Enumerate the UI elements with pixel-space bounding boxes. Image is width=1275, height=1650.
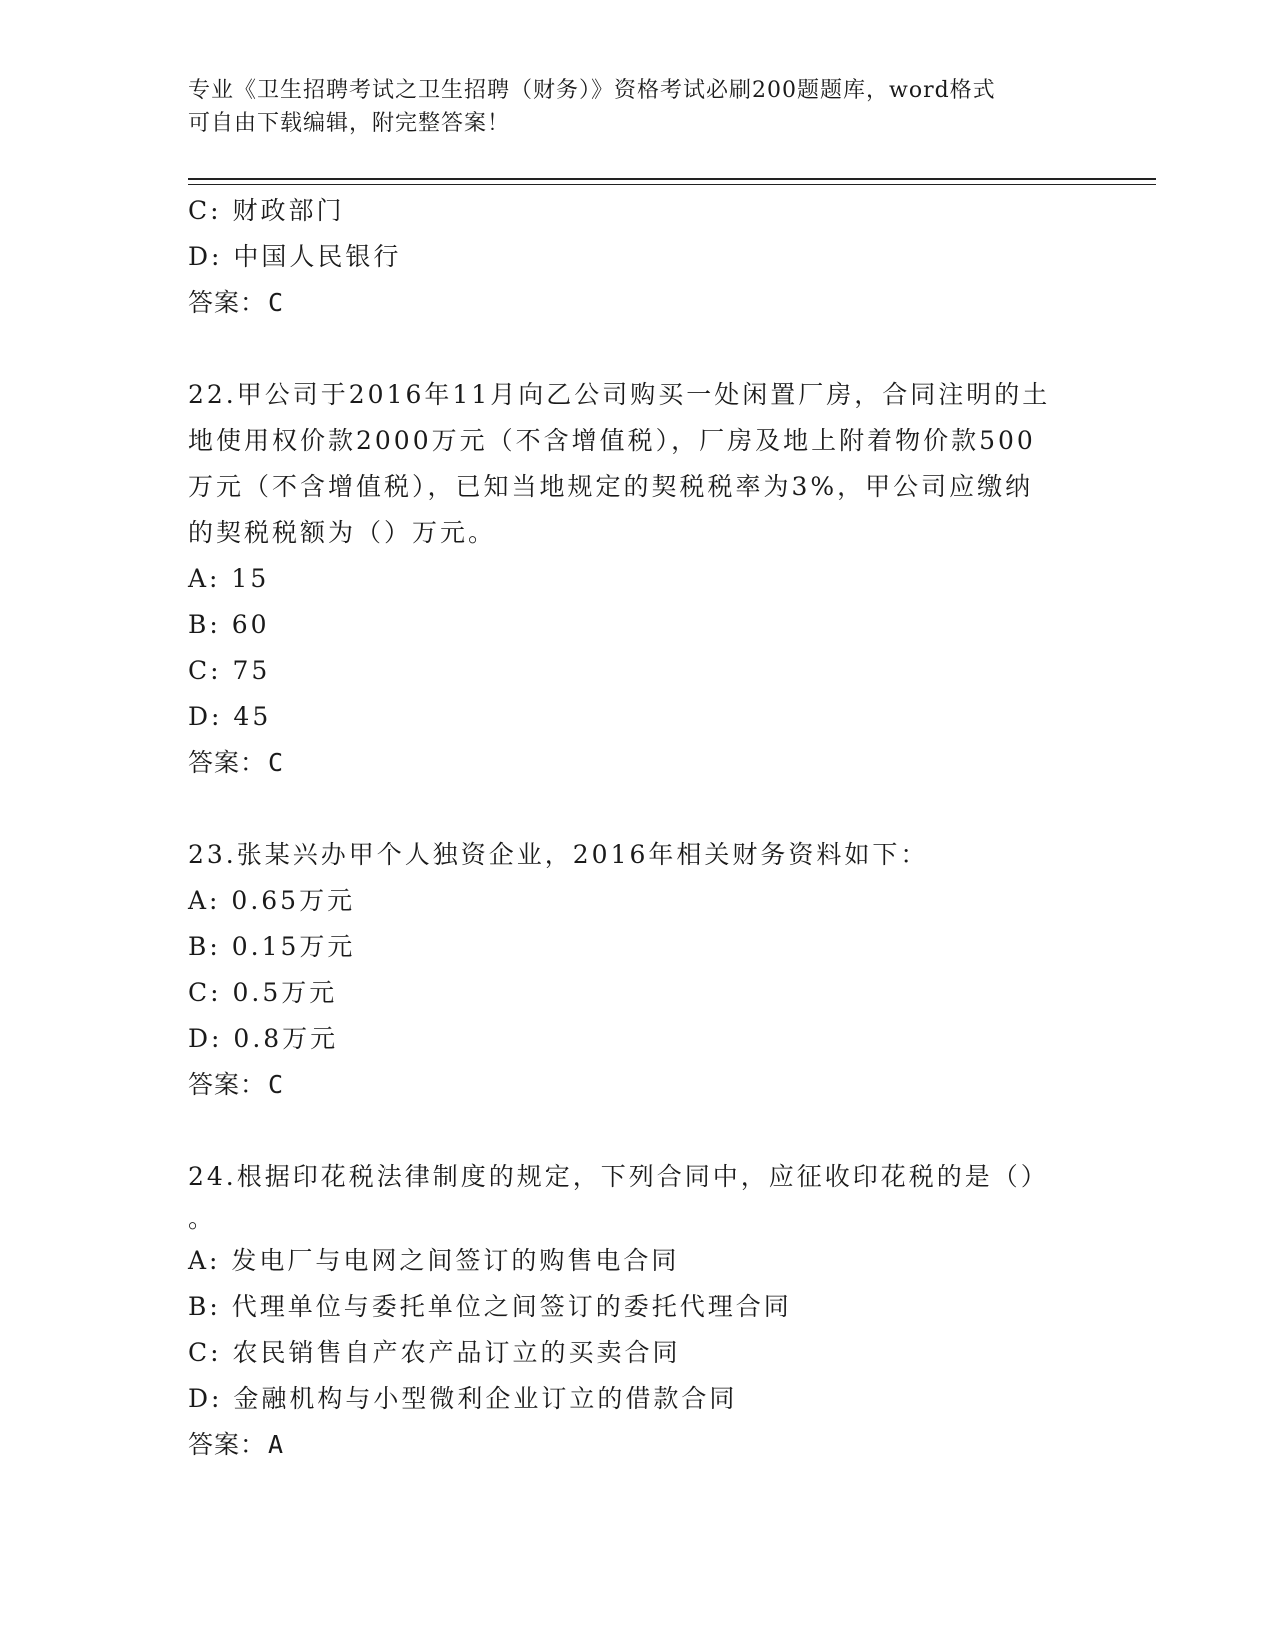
- answer-value: A: [268, 1430, 285, 1459]
- answer-label: 答案：: [188, 1430, 267, 1459]
- option-d: D: 0.8万元: [188, 1024, 339, 1053]
- option-c: C: 75: [188, 656, 271, 685]
- answer-line: [188, 1062, 1088, 1108]
- question-24: [188, 1154, 1088, 1468]
- answer-line: [188, 280, 1088, 326]
- question-text-line: 24.根据印花税法律制度的规定，下列合同中，应征收印花税的是（）: [188, 1162, 1049, 1191]
- option-c: C: 财政部门: [188, 196, 345, 225]
- option-c: C: 农民销售自产农产品订立的买卖合同: [188, 1338, 681, 1367]
- question-text-line: 地使用权价款2000万元（不含增值税），厂房及地上附着物价款500: [188, 426, 1036, 455]
- option-a: A: 15: [188, 564, 270, 593]
- option-b: B: 0.15万元: [188, 932, 356, 961]
- answer-line: [188, 1422, 1088, 1468]
- option-c: C: 0.5万元: [188, 978, 338, 1007]
- header-title-line-2: 可自由下载编辑，附完整答案！: [188, 111, 511, 136]
- option-a: A: 发电厂与电网之间签订的购售电合同: [188, 1246, 680, 1275]
- question-text-line: 。: [188, 1204, 217, 1233]
- option-b: B: 60: [188, 610, 270, 639]
- question-text-line: 22.甲公司于2016年11月向乙公司购买一处闲置厂房，合同注明的土: [188, 380, 1051, 409]
- page-header: [188, 74, 1088, 140]
- option-d: D: 45: [188, 702, 272, 731]
- header-divider-thin: [188, 184, 1156, 185]
- answer-value: C: [268, 1070, 285, 1099]
- answer-line: [188, 740, 1088, 786]
- question-text-line: 23.张某兴办甲个人独资企业，2016年相关财务资料如下：: [188, 840, 929, 869]
- answer-value: C: [268, 748, 285, 777]
- option-d: D: 金融机构与小型微利企业订立的借款合同: [188, 1384, 738, 1413]
- header-title-line-1: 专业《卫生招聘考试之卫生招聘（财务）》资格考试必刷200题题库，word格式: [188, 78, 996, 103]
- question-23: [188, 832, 1088, 1108]
- answer-label: 答案：: [188, 288, 267, 317]
- question-text-line: 的契税税额为（）万元。: [188, 518, 497, 547]
- option-a: A: 0.65万元: [188, 886, 356, 915]
- question-text-line: 万元（不含增值税），已知当地规定的契税税率为3%，甲公司应缴纳: [188, 472, 1034, 501]
- prev-question-block: [188, 188, 1088, 326]
- answer-value: C: [268, 288, 285, 317]
- answer-label: 答案：: [188, 748, 267, 777]
- question-22: [188, 372, 1088, 786]
- document-body: [188, 188, 1088, 1468]
- option-b: B: 代理单位与委托单位之间签订的委托代理合同: [188, 1292, 792, 1321]
- header-divider-thick: [188, 178, 1156, 180]
- option-d: D: 中国人民银行: [188, 242, 402, 271]
- answer-label: 答案：: [188, 1070, 267, 1099]
